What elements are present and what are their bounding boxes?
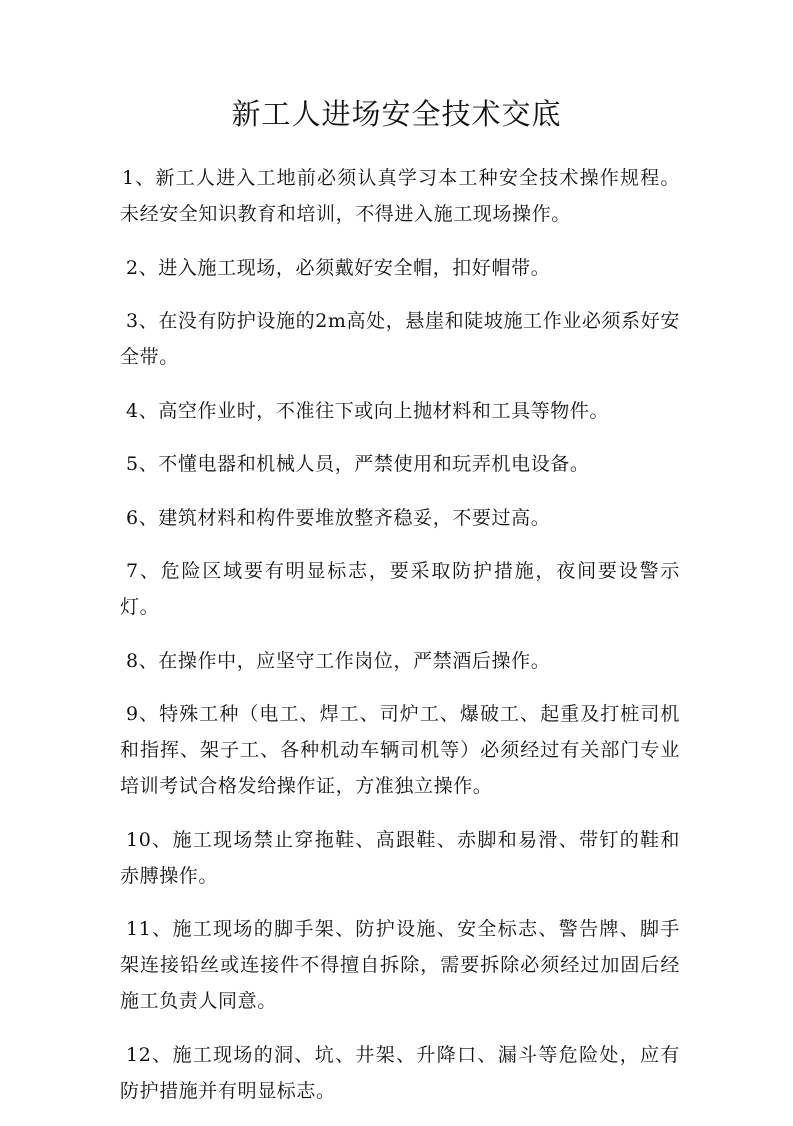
list-item: 12、施工现场的洞、坑、井架、升降口、漏斗等危险处，应有防护措施并有明显标志。 <box>120 1043 680 1102</box>
list-item: 4、高空作业时，不准往下或向上抛材料和工具等物件。 <box>126 399 610 422</box>
list-item: 11、施工现场的脚手架、防护设施、安全标志、警告牌、脚手架连接铅丝或连接件不得擅自拆除，需要拆除必须经过加固后经施工负责人同意。 <box>120 918 680 1012</box>
list-item: 2、进入施工现场，必须戴好安全帽，扣好帽带。 <box>126 256 551 279</box>
list-item: 3、在没有防护设施的2m高处，悬崖和陡坡施工作业必须系好安全带。 <box>120 310 680 368</box>
list-item: 1、新工人进入工地前必须认真学习本工种安全技术操作规程。未经安全知识教育和培训，不得进入施工现场操作。 <box>120 167 680 225</box>
list-item: 8、在操作中，应坚守工作岗位，严禁酒后操作。 <box>126 649 551 672</box>
list-item: 7、危险区域要有明显标志，要采取防护措施，夜间要设警示灯。 <box>120 560 680 618</box>
list-item: 5、不懂电器和机械人员，严禁使用和玩弄机电设备。 <box>126 453 590 475</box>
document-title: 新工人进场安全技术交底 <box>231 97 562 131</box>
list-item: 9、特殊工种（电工、焊工、司炉工、爆破工、起重及打桩司机和指挥、架子工、各种机动车辆司机等）必须经过有关部门专业培训考试合格发给操作证，方准独立操作。 <box>120 703 680 797</box>
document-body <box>120 160 680 1126</box>
list-item: 6、建筑材料和构件要堆放整齐稳妥，不要过高。 <box>126 506 551 529</box>
list-item: 10、施工现场禁止穿拖鞋、高跟鞋、赤脚和易滑、带钉的鞋和赤膊操作。 <box>120 828 680 887</box>
